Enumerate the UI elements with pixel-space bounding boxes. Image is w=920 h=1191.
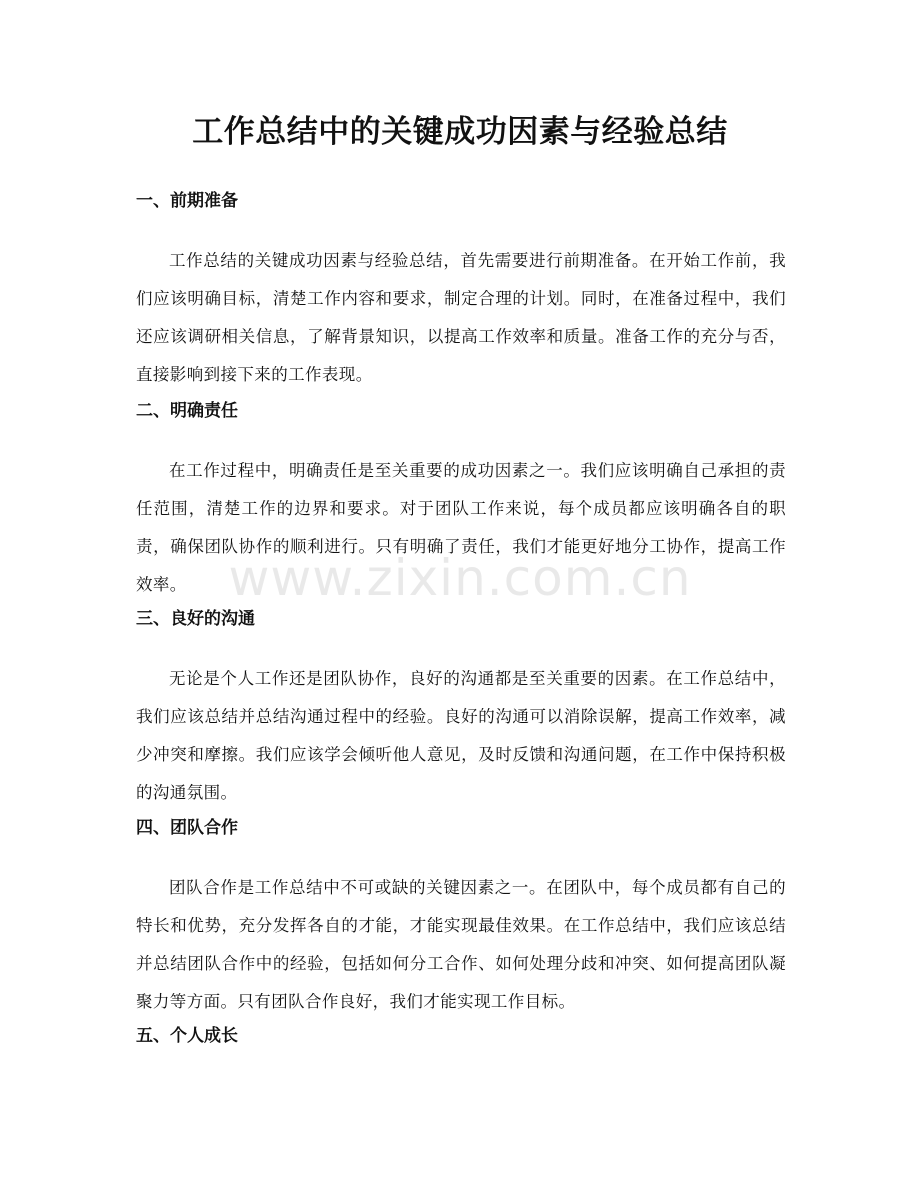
section-heading: 三、良好的沟通 [136,609,255,629]
section-paragraph: 在工作过程中，明确责任是至关重要的成功因素之一。我们应该明确自己承担的责任范围，清楚工作的边界和要求。对于团队工作来说，每个成员都应该明确各自的职责，确保团队协作的顺利进行。只有明确了责任，我们才能更好地分工协作，提高工作效率。 [136,461,786,594]
section-paragraph: 工作总结的关键成功因素与经验总结，首先需要进行前期准备。在开始工作前，我们应该明确目标，清楚工作内容和要求，制定合理的计划。同时，在准备过程中，我们还应该调研相关信息，了解背景知识，以提高工作效率和质量。准备工作的充分与否，直接影响到接下来的工作表现。 [136,251,786,384]
section-heading: 四、团队合作 [136,818,238,838]
watermark: www.zixin.com.cn [228,549,692,607]
section-heading: 一、前期准备 [136,191,238,211]
section-communication [136,606,786,812]
document-title: 工作总结中的关键成功因素与经验总结 [192,114,728,150]
section-heading: 二、明确责任 [136,401,238,421]
section-paragraph: 无论是个人工作还是团队协作，良好的沟通都是至关重要的因素。在工作总结中，我们应该总结并总结沟通过程中的经验。良好的沟通可以消除误解，提高工作效率，减少冲突和摩擦。我们应该学会倾听他人意见，及时反馈和沟通问题，在工作中保持积极的沟通氛围。 [136,669,786,802]
section-paragraph: 团队合作是工作总结中不可或缺的关键因素之一。在团队中，每个成员都有自己的特长和优势，充分发挥各自的才能，才能实现最佳效果。在工作总结中，我们应该总结并总结团队合作中的经验，包括如何分工合作、如何处理分歧和冲突、如何提高团队凝聚力等方面。只有团队合作良好，我们才能实现工作目标。 [136,878,786,1011]
section-personal-growth [136,1023,786,1049]
section-responsibility [136,398,786,604]
section-heading: 五、个人成长 [136,1026,238,1046]
section-preparation [136,188,786,394]
section-teamwork [136,815,786,1021]
